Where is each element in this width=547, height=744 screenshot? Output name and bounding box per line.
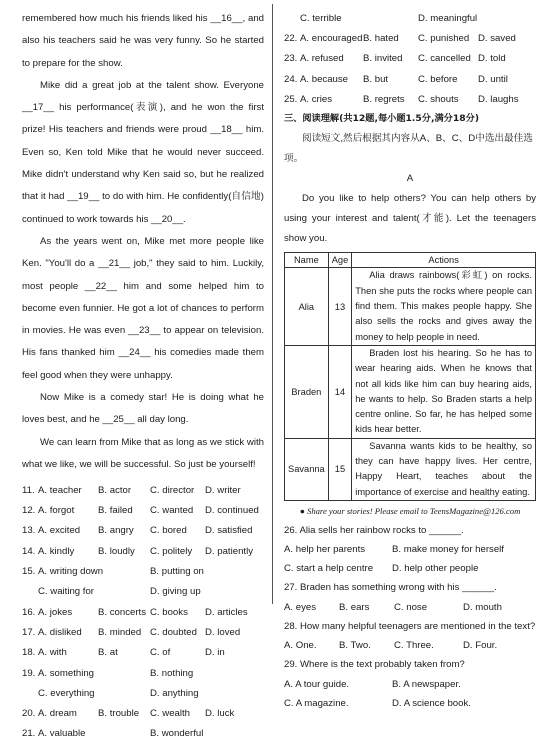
cloze-options-right bbox=[284, 8, 536, 109]
option-row-11: 11. A. teacher B. actor C. director D. writer bbox=[22, 484, 241, 496]
option-row-24: 24. A. because B. but C. before D. until bbox=[284, 73, 508, 85]
option-row-22: 22. A. encouraged B. hated C. punished D. saved bbox=[284, 32, 516, 44]
header-name: Name bbox=[285, 253, 329, 268]
passage-paragraph-3: As the years went on, Mike met more people like Ken. "You'll do a __21__ job," they said to him. Luckily, most people __22__ him and some helped him to become even funnier. He got a lot of chances to perform in movies. He was even __23__ to appear on television. His fans thanked him __24__ his comedies made them feel good when they were unhappy. bbox=[22, 235, 264, 381]
question-26: 26. Alia sells her rainbow rocks to ______. bbox=[284, 524, 464, 536]
option-row-12: 12. A. forgot B. failed C. wanted D. continued bbox=[22, 505, 259, 517]
share-note: ● Share your stories! Please email to TeensMagazine@126.com bbox=[299, 505, 521, 516]
cloze-options-left bbox=[22, 480, 264, 744]
option-row-17: 17. A. disliked B. minded C. doubted D. loved bbox=[22, 626, 241, 638]
option-row-23: 23. A. refused B. invited C. cancelled D. told bbox=[284, 53, 506, 65]
row-name: Savanna bbox=[285, 438, 329, 500]
row-age: 15 bbox=[328, 438, 352, 500]
option-row-14: 14. A. kindly B. loudly C. politely D. patiently bbox=[22, 545, 253, 557]
row-actions: Alia draws rainbows(彩虹) on rocks. Then she puts the rocks where people can find them. This makes people happy. She also sells the rocks and gives away the money to help people in need. bbox=[352, 268, 536, 345]
header-actions: Actions bbox=[352, 253, 536, 268]
table-header-row bbox=[285, 253, 536, 268]
option-row-20: 20. A. dream B. trouble C. wealth D. luck bbox=[22, 708, 235, 720]
option-row-21b: C. terrible D. meaningful bbox=[300, 12, 478, 24]
passage-paragraph-4: Now Mike is a comedy star! He is doing what he loves best, and he __25__ all day long. bbox=[22, 392, 264, 426]
passage-intro: Do you like to help others? You can help others by using your interest and talent(才能). Let the teenagers show you. bbox=[284, 193, 536, 245]
teen-actions-table bbox=[284, 252, 536, 500]
option-row-19b: C. everything D. anything bbox=[38, 687, 199, 699]
question-28-options: A. One. B. Two. C. Three. D. Four. bbox=[284, 640, 498, 652]
passage-paragraph-5: We can learn from Mike that as long as we stick with what we like, we will be successful. So just be yourself! bbox=[22, 436, 264, 470]
row-name: Alia bbox=[285, 268, 329, 345]
left-column bbox=[22, 8, 264, 744]
question-29-options-row2: C. A magazine. D. A science book. bbox=[284, 697, 471, 709]
option-row-21a: 21. A. valuable B. wonderful bbox=[22, 728, 204, 740]
right-column bbox=[284, 8, 536, 713]
question-26-options-row2: C. start a help centre D. help other people bbox=[284, 563, 479, 575]
column-divider bbox=[272, 4, 273, 604]
passage-paragraph-1: remembered how much his friends liked his __16__, and also his teachers said he was very funny. So he started to prepare for the show. bbox=[22, 13, 264, 69]
row-actions: Braden lost his hearing. So he has to wear hearing aids. When he knows that not all kids like him can buy hearing aids, he wants to help. So Braden starts a help centre online. So far, he has helped some kids hear better. bbox=[352, 345, 536, 438]
question-29: 29. Where is the text probably taken from? bbox=[284, 659, 465, 671]
passage-label: A bbox=[406, 173, 414, 185]
table-row bbox=[285, 345, 536, 438]
table-row bbox=[285, 438, 536, 500]
header-age: Age bbox=[328, 253, 352, 268]
row-age: 14 bbox=[328, 345, 352, 438]
option-row-19a: 19. A. something B. nothing bbox=[22, 667, 194, 679]
row-actions: Savanna wants kids to be healthy, so they can have happy lives. Her centre, Happy Heart, teaches about the importance of exercise and healthy eating. bbox=[352, 438, 536, 500]
option-row-15a: 15. A. writing down B. putting on bbox=[22, 566, 204, 578]
option-row-18: 18. A. with B. at C. of D. in bbox=[22, 647, 225, 659]
option-row-15b: C. waiting for D. giving up bbox=[38, 586, 201, 598]
option-row-25: 25. A. cries B. regrets C. shouts D. laughs bbox=[284, 93, 519, 105]
question-27: 27. Braden has something wrong with his ______. bbox=[284, 582, 497, 594]
question-29-options-row1: A. A tour guide. B. A newspaper. bbox=[284, 678, 461, 690]
question-26-options-row1: A. help her parents B. make money for herself bbox=[284, 544, 504, 556]
row-name: Braden bbox=[285, 345, 329, 438]
questions bbox=[284, 521, 536, 713]
passage-paragraph-2: Mike did a great job at the talent show. Everyone __17__ his performance(表演), and he won the first prize! His teachers and friends were proud __18__ him. Even so, Ken told Mike that he would never succeed. Mike didn't understand why Ken said so, but he realized that it had __19__ to do with him. He confidently(自信地) continued to work towards his __20__. bbox=[22, 79, 264, 225]
table-row bbox=[285, 268, 536, 345]
section-instruction: 阅读短文,然后根据其内容从A、B、C、D中选出最佳选项。 bbox=[284, 133, 533, 165]
option-row-16: 16. A. jokes B. concerts C. books D. articles bbox=[22, 606, 248, 618]
question-28: 28. How many helpful teenagers are mentioned in the text? bbox=[284, 620, 536, 632]
section-title: 三、阅读理解(共12题,每小题1.5分,满分18分) bbox=[284, 113, 480, 125]
row-age: 13 bbox=[328, 268, 352, 345]
question-27-options: A. eyes B. ears C. nose D. mouth bbox=[284, 601, 502, 613]
option-row-13: 13. A. excited B. angry C. bored D. satisfied bbox=[22, 525, 253, 537]
